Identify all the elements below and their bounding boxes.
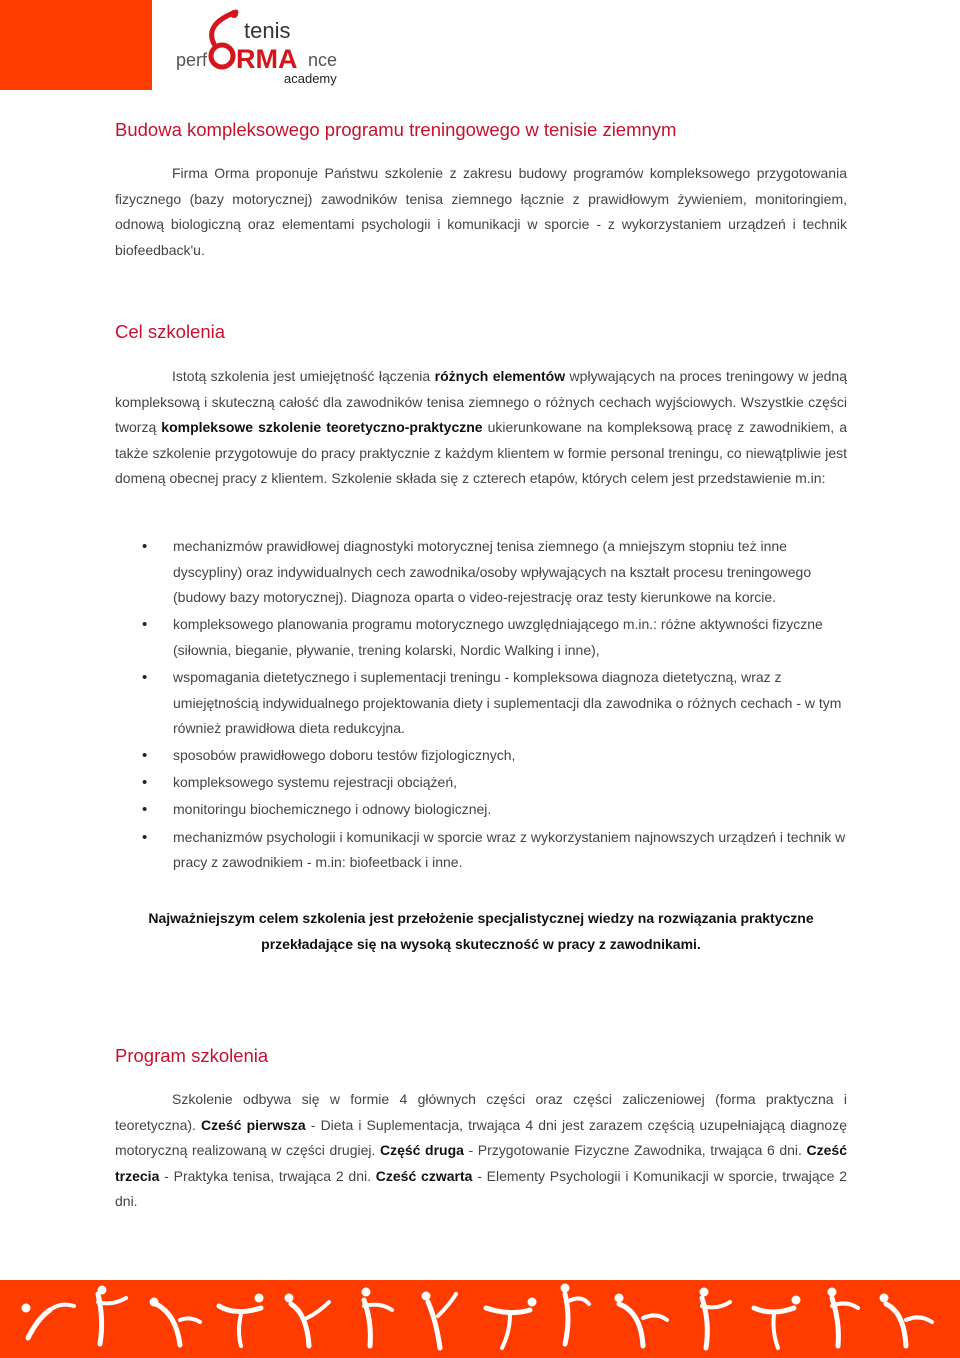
list-item: • kompleksowego planowania programu motorycznego uwzględniającego m.in.: różne aktywności fizyczne (siłownia, bieganie, pływanie, trening kolarski, Nordic Walking i inne), xyxy=(115,612,847,663)
list-item: • monitoringu biochemicznego i odnowy biologicznej. xyxy=(115,797,847,823)
list-item: • wspomagania dietetycznego i suplementacji treningu - kompleksowa diagnoza dietetyczną, wraz z umiejętnością indywidualnego projektowania diety i suplementacji dla zawodnika o różnych cechach - w tym również prawidłowa dieta redukcyjna. xyxy=(115,665,847,742)
program-bold: Część druga xyxy=(379,1142,464,1159)
orma-logo xyxy=(174,4,364,88)
svg-text:nce: nce xyxy=(308,50,338,70)
program-text: - Praktyka tenisa, trwająca 2 dni. xyxy=(159,1167,376,1184)
goal-list xyxy=(115,534,847,877)
program-bold: Cześć trzecia xyxy=(115,1142,847,1184)
document-title: Budowa kompleksowego programu treningowego w tenisie ziemnym xyxy=(115,119,677,140)
svg-text:tenis: tenis xyxy=(244,18,291,43)
section-heading-goal: Cel szkolenia xyxy=(115,321,226,342)
goal-bold: kompleksowe szkolenie teoretyczno-praktyczne xyxy=(161,419,483,436)
list-item: • kompleksowego systemu rejestracji obciążeń, xyxy=(115,770,847,796)
list-item: • mechanizmów prawidłowej diagnostyki motorycznej tenisa ziemnego (a mniejszym stopniu też inne dyscypliny) oraz indywidualnych cech zawodnika/osoby wpływających na kształt procesu treningowego (budowy bazy motorycznej). Diagnoza oparta o video-rejestrację oraz testy kierunkowe na korcie. xyxy=(115,534,847,611)
intro-paragraph: Firma Orma proponuje Państwu szkolenie z zakresu budowy programów kompleksowego przygotowania fizycznego (bazy motorycznej) zawodników tenisa ziemnego łącznie z prawidłowym żywieniem, monitoringiem, odnową biologiczną oraz elementami psychologii i komunikacji w sporcie - z wykorzystaniem urządzeń i technik biofeedback'u. xyxy=(115,165,847,258)
goal-text: Istotą szkolenia jest umiejętność łączenia xyxy=(172,368,435,384)
svg-text:perf: perf xyxy=(176,50,208,70)
list-item: • sposobów prawidłowego doboru testów fizjologicznych, xyxy=(115,743,847,769)
program-bold: Cześć pierwsza xyxy=(201,1116,306,1133)
tennis-player-silhouettes xyxy=(0,1280,960,1358)
conclusion-statement: Najważniejszym celem szkolenia jest przełożenie specjalistycznej wiedzy na rozwiązania praktyczne przekładające się na wysoką skuteczność w pracy z zawodnikami. xyxy=(148,910,814,952)
section-heading-program: Program szkolenia xyxy=(115,1045,269,1066)
list-item: • mechanizmów psychologii i komunikacji w sporcie wraz z wykorzystaniem najnowszych urządzeń i technik w pracy z zawodnikiem - m.in: biofeetback i inne. xyxy=(115,825,847,876)
goal-paragraph xyxy=(115,364,847,492)
svg-text:RMA: RMA xyxy=(236,44,298,74)
header-accent-block xyxy=(0,0,152,90)
footer-banner xyxy=(0,1280,960,1358)
program-text: - Elementy Psychologii i Komunikacji w sporcie, trwające 2 dni. xyxy=(115,1167,848,1210)
program-text: - Przygotowanie Fizyczne Zawodnika, trwająca 6 dni. xyxy=(463,1142,807,1159)
goal-text: wpływających na proces treningowy w jedną kompleksową i skuteczną całość dla zawodników tenisa ziemnego o różnych cechach wyjściowych. Wszystkie części tworzą xyxy=(115,368,847,436)
svg-text:academy: academy xyxy=(284,71,337,86)
program-text: - Dieta i Suplementacja, trwająca 4 dni jest zarazem częścią uzupełniającą diagnozę motoryczną realizowaną w części drugiej. xyxy=(115,1116,847,1159)
header-bar xyxy=(0,0,960,90)
program-text: Szkolenie odbywa się w formie 4 głównych części oraz części zaliczeniowej (forma praktyczna i teoretyczna). xyxy=(115,1091,847,1133)
goal-bold: różnych elementów xyxy=(434,368,566,384)
program-bold: Cześć czwarta xyxy=(375,1167,473,1184)
goal-text: ukierunkowane na kompleksową pracę z zawodnikiem, a także szkolenie przygotowuje do pracy praktycznie z każdym klientem w formie personal treningu, co niewątpliwie jest domeną obecnej pracy z klientem. Szkolenie składa się z czterech etapów, których celem jest przedstawienie m.in: xyxy=(115,419,848,487)
program-paragraph xyxy=(115,1087,847,1215)
